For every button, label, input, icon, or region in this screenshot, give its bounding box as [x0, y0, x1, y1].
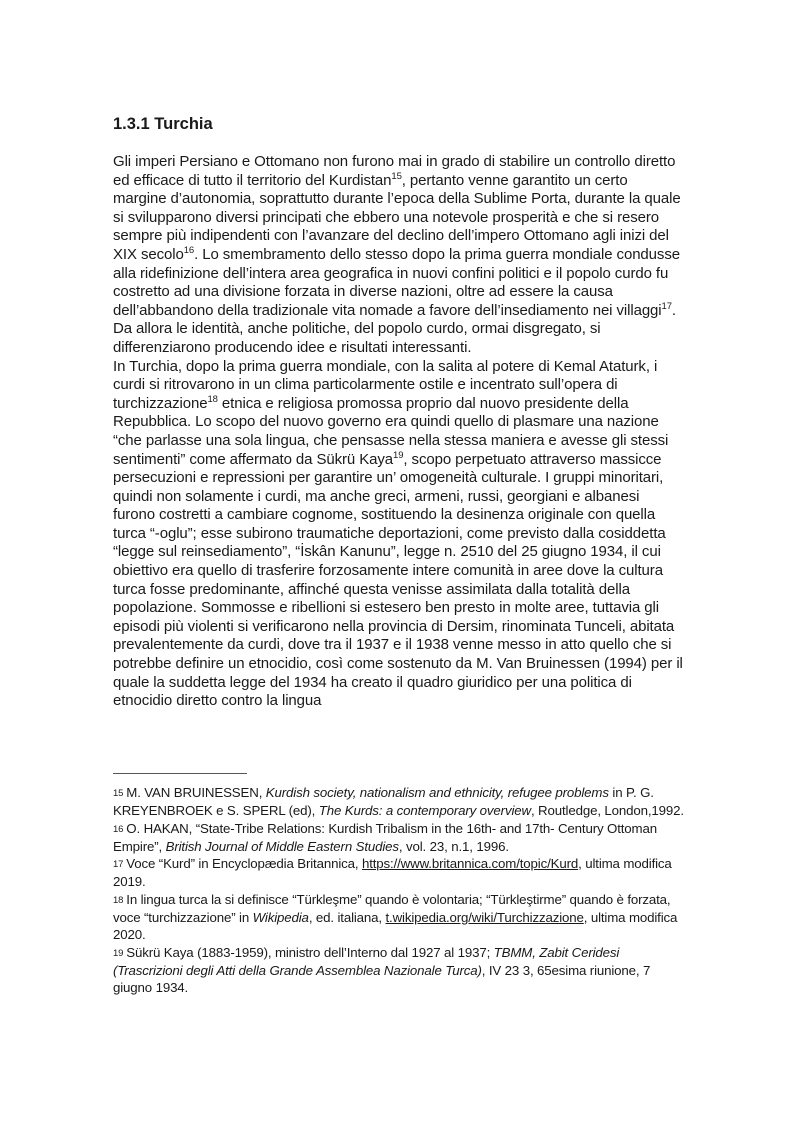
text-run: , scopo perpetuato attraverso massicce persecuzioni e repressioni per garantire un’ omogeneità culturale. I gruppi minoritari, quindi non solamente i curdi, ma anche greci, armeni, russi, georgiani e albanesi furono costretti a cambiare cognome, sostituendo la desinenza originale con quella turca “-oglu”; esse subirono traumatiche deportazioni, come previsto dalla cosiddetta “legge sul reinsediamento”, “İskân Kanunu”, legge n. 2510 del 25 giugno 1934, il cui obiettivo era quello di trasferire forzosamente intere comunità in aree dove la cultura turca fosse predominante, affinché questa venisse assimilata dalla totalità della popolazione. Sommosse e ribellioni si estesero ben presto in molte aree, tuttavia gli episodi più violenti si verificarono nella provincia di Dersim, rinominata Tunceli, abitata prevalentemente da curdi, dove tra il 1937 e il 1938 venne messo in atto quello che si potrebbe definire un etnocidio, così come sostenuto da M. Van Bruinessen (1994) per il quale la suddetta legge del 1934 ha creato il quadro giuridico per una politica di etnocidio diretto contro la lingua	[113, 450, 683, 710]
footnote-number: 15	[113, 788, 124, 799]
footnotes	[113, 784, 685, 997]
text-run: etnica e religiosa promossa proprio dal nuovo presidente della Repubblica. Lo scopo del nuovo governo era quindi quello di plasmare una nazione “che parlasse una sola lingua, che pensasse nella stessa maniera e avesse gli stessi sentimenti” come affermato da Sükrü Kaya	[113, 394, 669, 468]
page-body	[113, 113, 683, 711]
body-paragraph	[113, 153, 683, 320]
text-run: O. HAKAN, “State-Tribe Relations: Kurdish Tribalism in the 16th- and 17th- Century Ottoman Empire”,	[113, 820, 657, 854]
text-run: Sükrü Kaya (1883-1959), ministro dell’Interno dal 1927 al 1937;	[126, 944, 494, 960]
footnote-item	[113, 944, 685, 997]
text-run: , Routledge, London,1992.	[530, 803, 684, 819]
italic-title: The Kurds: a contemporary overview	[318, 803, 531, 819]
italic-title: TBMM, Zabit Ceridesi (Trascrizioni degli Atti della Grande Assemblea Nazionale Turca)	[113, 944, 620, 978]
footnote-number: 16	[113, 823, 124, 835]
text-run: Voce “Kurd” in Encyclopædia Britannica,	[126, 856, 362, 872]
body-text	[113, 153, 683, 711]
text-run: Gli imperi Persiano e Ottomano non furono mai in grado di stabilire un controllo diretto ed efficace di tutto il territorio del Kurdistan	[113, 153, 676, 189]
footnote-item	[113, 855, 685, 891]
footnote-reference[interactable]: 15	[391, 170, 402, 182]
text-run: , pertanto venne garantito un certo margine d’autonomia, soprattutto durante l’epoca della Sublime Porta, durante la quale si svilupparono diversi principati che ebbero una notevole prosperità e che si resero sempre più indipendenti con l’avanzare del declino dell’impero Ottomano agli inizi del XIX secolo	[113, 171, 681, 263]
footnote-number: 17	[113, 859, 124, 871]
body-paragraph	[113, 320, 683, 357]
text-run: M. VAN BRUINESSEN,	[126, 785, 266, 800]
text-run: In Turchia, dopo la prima guerra mondiale, con la salita al potere di Kemal Ataturk, i curdi si ritrovarono in un clima particolarmente ostile e incentrato sull’opera di turchizzazione	[113, 357, 658, 412]
hyperlink[interactable]: t.wikipedia.org/wiki/Turchizzazione	[385, 910, 584, 926]
text-run: , IV 23 3, 65esima riunione, 7 giugno 1934.	[113, 962, 651, 996]
text-run: , ultima modifica 2019.	[113, 856, 672, 890]
italic-title: Wikipedia	[252, 910, 309, 926]
footnote-reference[interactable]: 19	[393, 449, 404, 461]
body-paragraph	[113, 358, 683, 711]
text-run: , vol. 23, n.1, 1996.	[398, 838, 509, 854]
footnote-reference[interactable]: 16	[183, 244, 195, 256]
footnote-number: 19	[113, 947, 124, 959]
footnote-separator	[113, 773, 247, 774]
text-run: , ed. italiana,	[308, 910, 386, 926]
italic-title: Kurdish society, nationalism and ethnicity, refugee problems	[265, 785, 609, 800]
section-heading: 1.3.1 Turchia	[113, 115, 213, 133]
footnote-number: 18	[113, 894, 124, 906]
footnote-item	[113, 891, 685, 944]
text-run: . Lo smembramento dello stesso dopo la prima guerra mondiale condusse alla ridefinizione dell’intera area geografica in nuovi confini politici e il popolo curdo fu costretto ad una divisione forzata in diverse nazioni, oltre ad essere la causa dell’abbandono della tradizionale vita nomade a favore dell’insediamento nei villaggi	[113, 245, 680, 319]
text-run: .	[671, 301, 676, 319]
text-run: In lingua turca la si definisce “Türkleşme” quando è volontaria; “Türkleştirme” quando è forzata, voce “turchizzazione” in	[113, 891, 671, 926]
footnote-item	[113, 784, 685, 820]
text-run: in P. G. KREYENBROEK e S. SPERL (ed),	[113, 785, 654, 819]
footnote-reference[interactable]: 18	[207, 393, 218, 405]
footnote-reference[interactable]: 17	[661, 300, 672, 312]
text-run: , ultima modifica 2020.	[113, 910, 678, 943]
footnote-item	[113, 820, 685, 856]
text-run: Da allora le identità, anche politiche, del popolo curdo, ormai disgregato, si differenziarono producendo idee e risultati interessanti.	[113, 320, 601, 356]
italic-title: British Journal of Middle Eastern Studies	[165, 838, 399, 854]
hyperlink[interactable]: https://www.britannica.com/topic/Kurd	[361, 856, 579, 872]
